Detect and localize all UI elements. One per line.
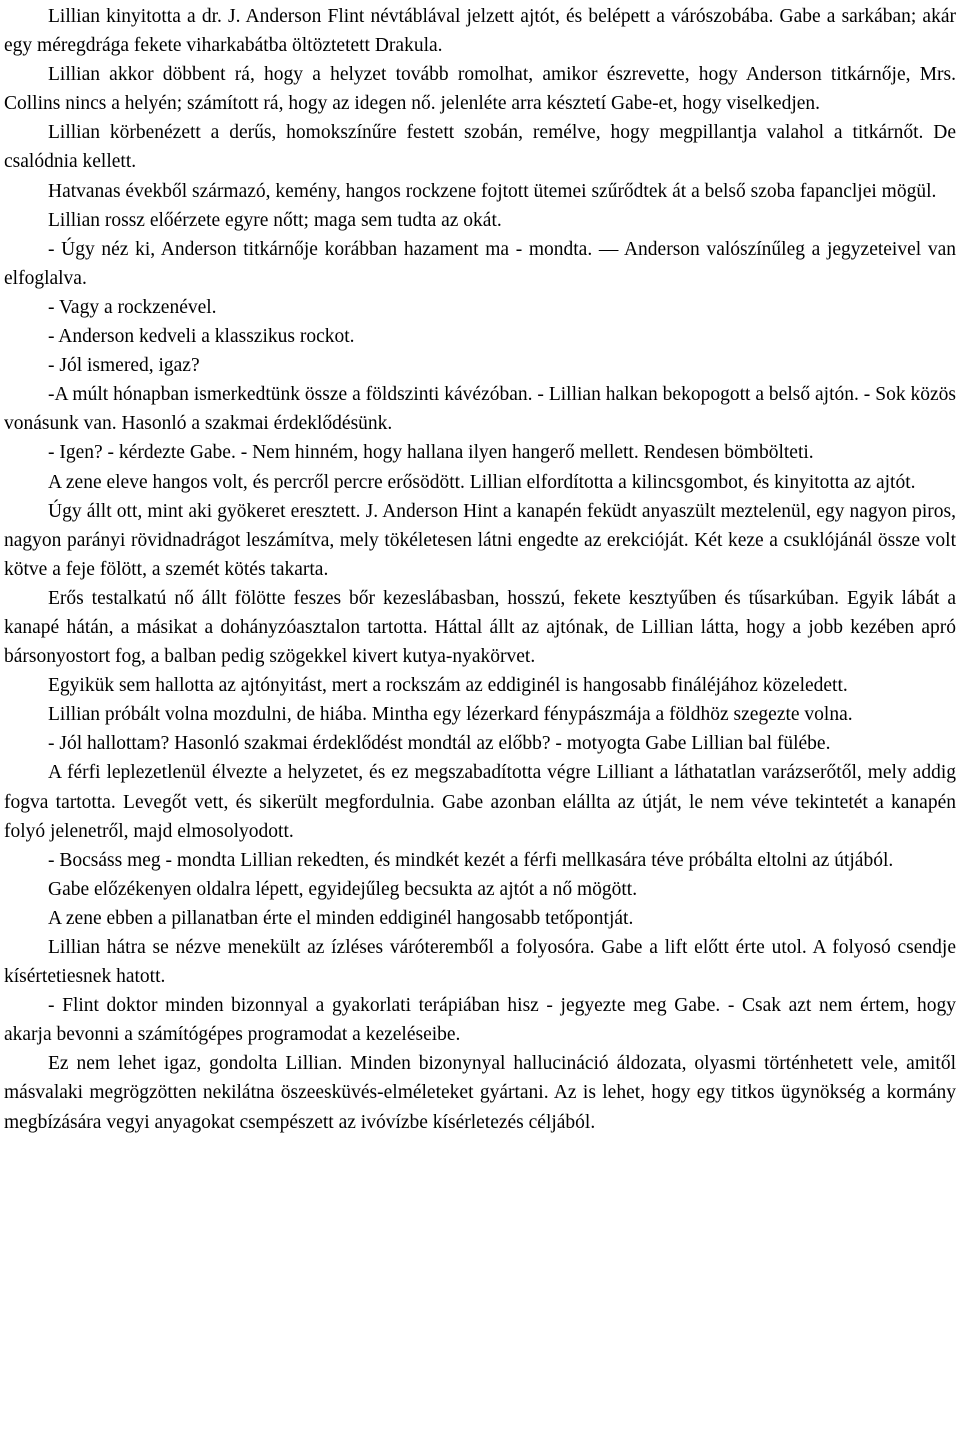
paragraph-2: Lillian akkor döbbent rá, hogy a helyzet tovább romolhat, amikor észrevette, hogy Anderson titkárnője, Mrs. Collins nincs a helyén; számított rá, hogy az idegen nő. jelenléte arra késztetí Gabe-et, hogy viselkedjen. [4, 64, 956, 115]
paragraph-16: Lillian próbált volna mozdulni, de hiába. Mintha egy lézerkard fénypászmája a földhöz szegezte volna. [48, 704, 853, 726]
paragraph-5: Lillian rossz előérzete egyre nőtt; maga sem tudta az okát. [48, 209, 502, 231]
paragraph-15: Egyikük sem hallotta az ajtónyitást, mert a rockszám az eddiginél is hangosabb fináléjához közeledett. [48, 675, 848, 697]
paragraph-10: -A múlt hónapban ismerkedtünk össze a földszinti kávézóban. - Lillian halkan bekopogott a belső ajtón. - Sok közös vonásunk van. Hasonló a szakmai érdeklődésünk. [4, 384, 956, 435]
paragraph-7: - Vagy a rockzenével. [48, 296, 217, 318]
paragraph-22: Lillian hátra se nézve menekült az ízléses váróteremből a folyosóra. Gabe a lift előtt érte utol. A folyosó csendje kísértetiesnek hatott. [4, 937, 956, 988]
paragraph-8: - Anderson kedveli a klasszikus rockot. [48, 326, 355, 348]
paragraph-6: - Úgy néz ki, Anderson titkárnője korábban hazament ma - mondta. — Anderson valószínűleg a jegyzeteivel van elfoglalva. [4, 238, 956, 289]
paragraph-17: - Jól hallottam? Hasonló szakmai érdeklődést mondtál az előbb? - motyogta Gabe Lillian bal fülébe. [48, 733, 831, 755]
paragraph-12: A zene eleve hangos volt, és percről percre erősödött. Lillian elfordította a kilincsgombot, és kinyitotta az ajtót. [48, 471, 916, 493]
paragraph-13: Úgy állt ott, mint aki gyökeret eresztett. J. Anderson Hint a kanapén feküdt anyaszült meztelenül, egy nagyon piros, nagyon parányi rövidnadrágot leszámítva, mely tökéletesen látni engedte az erekcióját. Két keze a csuklójánál össze volt kötve a feje fölött, a szemét kötés takarta. [4, 500, 956, 580]
paragraph-9: - Jól ismered, igaz? [48, 355, 200, 377]
paragraph-23: - Flint doktor minden bizonnyal a gyakorlati terápiában hisz - jegyezte meg Gabe. - Csak azt nem értem, hogy akarja bevonni a számítógépes programodat a kezeléseibe. [4, 995, 956, 1046]
paragraph-11: - Igen? - kérdezte Gabe. - Nem hinném, hogy hallana ilyen hangerő mellett. Rendesen bömbölteti. [48, 442, 814, 464]
paragraph-4: Hatvanas évekből származó, kemény, hangos rockzene fojtott ütemei szűrődtek át a belső szoba fapancljei mögül. [48, 180, 937, 202]
paragraph-21: A zene ebben a pillanatban érte el minden eddiginél hangosabb tetőpontját. [48, 907, 634, 929]
paragraph-1: Lillian kinyitotta a dr. J. Anderson Flint névtáblával jelzett ajtót, és belépett a várószobába. Gabe a sarkában; akár egy méregdrága fekete viharkabátba öltöztetett Drakula. [4, 6, 956, 57]
paragraph-14: Erős testalkatú nő állt fölötte feszes bőr kezeslábasban, hosszú, fekete kesztyűben és tűsarkúban. Egyik lábát a kanapé hátán, a másikat a dohányzóasztalon tartotta. Háttal állt az ajtónak, de Lillian látta, hogy a jobb kezében apró bársonyostort fog, a balban pedig szögekkel kivert kutya-nyakörvet. [4, 587, 956, 668]
paragraph-24: Ez nem lehet igaz, gondolta Lillian. Minden bizonynyal hallucináció áldozata, olyasmi történhetett vele, amitől másvalaki megrögzötten nekilátna öszeesküvés-elméleteket gyártani. Az is lehet, hogy egy titkos ügynökség a kormány megbízására vegyi anyagokat csempészett az ivóvízbe kísérletezés céljából. [4, 1053, 956, 1133]
paragraph-20: Gabe előzékenyen oldalra lépett, egyidejűleg becsukta az ajtót a nő mögött. [48, 878, 638, 900]
paragraph-3: Lillian körbenézett a derűs, homokszínűre festett szobán, remélve, hogy megpillantja valahol a titkárnőt. De csalódnia kellett. [4, 122, 956, 173]
paragraph-18: A férfi leplezetlenül élvezte a helyzetet, és ez megszabadította végre Lilliant a láthatatlan varázserőtől, mely addig fogva tartotta. Levegőt vett, és sikerült megfordulnia. Gabe azonban elállta az útját, le nem véve tekintetét a kanapén folyó jelenetről, majd elmosolyodott. [4, 762, 956, 842]
paragraph-19: - Bocsáss meg - mondta Lillian rekedten, és mindkét kezét a férfi mellkasára téve próbálta eltolni az útjából. [48, 849, 894, 871]
